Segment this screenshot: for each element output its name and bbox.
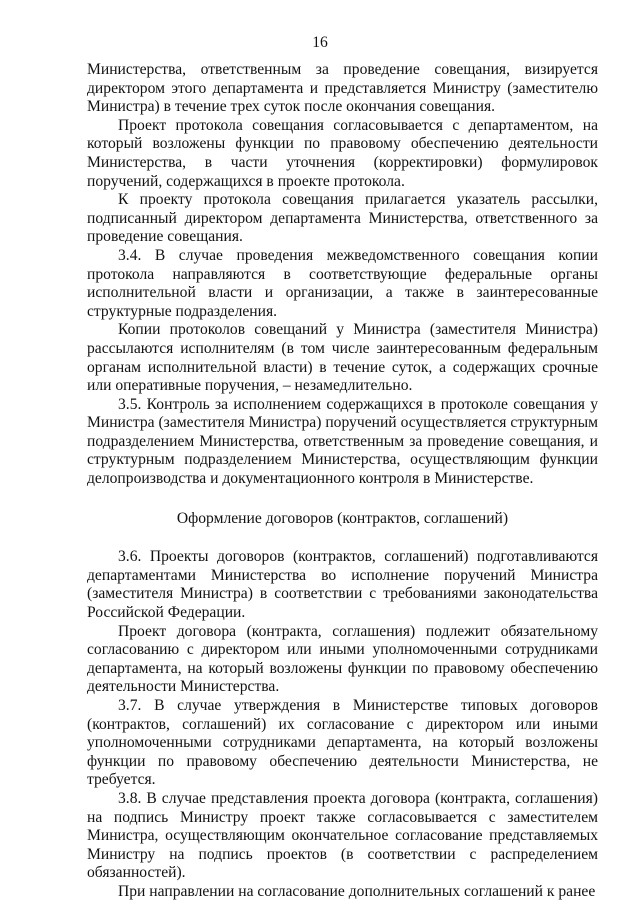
paragraph-continuation: Министерства, ответственным за проведение совещания, визируется директором этого департамента и представляется Министру (заместителю Министра) в течение трех суток после окончания совещания. [87,61,598,116]
document-body [87,61,598,902]
paragraph-item-3-7: 3.7. В случае утверждения в Министерстве типовых договоров (контрактов, соглашений) их согласование с директором или иными уполномоченными сотрудниками департамента, на который возложены функции по правовому обеспечению деятельности Министерства, не требуется. [87,697,598,789]
paragraph-item-3-6: 3.6. Проекты договоров (контрактов, соглашений) подготавливаются департаментами Министерства во исполнение поручений Министра (заместителя Министра) в соответствии с требованиями законодательства Российской Федерации. [87,548,598,622]
paragraph-item-3-8: 3.8. В случае представления проекта договора (контракта, соглашения) на подпись Министру проект также согласовывается с заместителем Министра, осуществляющим окончательное согласование представляемых Министру на подпись проектов (в соответствии с распределением обязанностей). [87,789,598,882]
paragraph: Проект договора (контракта, соглашения) подлежит обязательному согласованию с директором или иными уполномоченными сотрудниками департамента, на который возложены функции по правовому обеспечению деятельности Министерства. [87,622,598,696]
paragraph: Проект протокола совещания согласовывается с департаментом, на который возложены функции по правовому обеспечению деятельности Министерства, в части уточнения (корректировки) формулировок поручений, содержащихся в проекте протокола. [87,116,598,190]
paragraph: Копии протоколов совещаний у Министра (заместителя Министра) рассылаются исполнителям (в том числе заинтересованным федеральным органам исполнительной власти) в течение суток, а содержащих срочные или оперативные поручения, – незамедлительно. [87,321,598,395]
paragraph-item-3-4: 3.4. В случае проведения межведомственного совещания копии протокола направляются в соответствующие федеральные органы исполнительной власти и организации, а также в заинтересованные структурные подразделения. [87,246,598,320]
page-number: 16 [312,34,328,51]
section-heading: Оформление договоров (контрактов, соглашений) [176,509,509,527]
paragraph-item-3-5: 3.5. Контроль за исполнением содержащихся в протоколе совещания у Министра (заместителя Министра) поручений осуществляется структурным подразделением Министерства, ответственным за проведение совещания, и структурным подразделением Министерства, осуществляющим функции делопроизводства и документационного контроля в Министерстве. [87,395,598,488]
paragraph-last-partial: При направлении на согласование дополнительных соглашений к ранее [118,882,596,900]
paragraph: К проекту протокола совещания прилагается указатель рассылки, подписанный директором департамента Министерства, ответственного за проведение совещания. [87,191,598,246]
